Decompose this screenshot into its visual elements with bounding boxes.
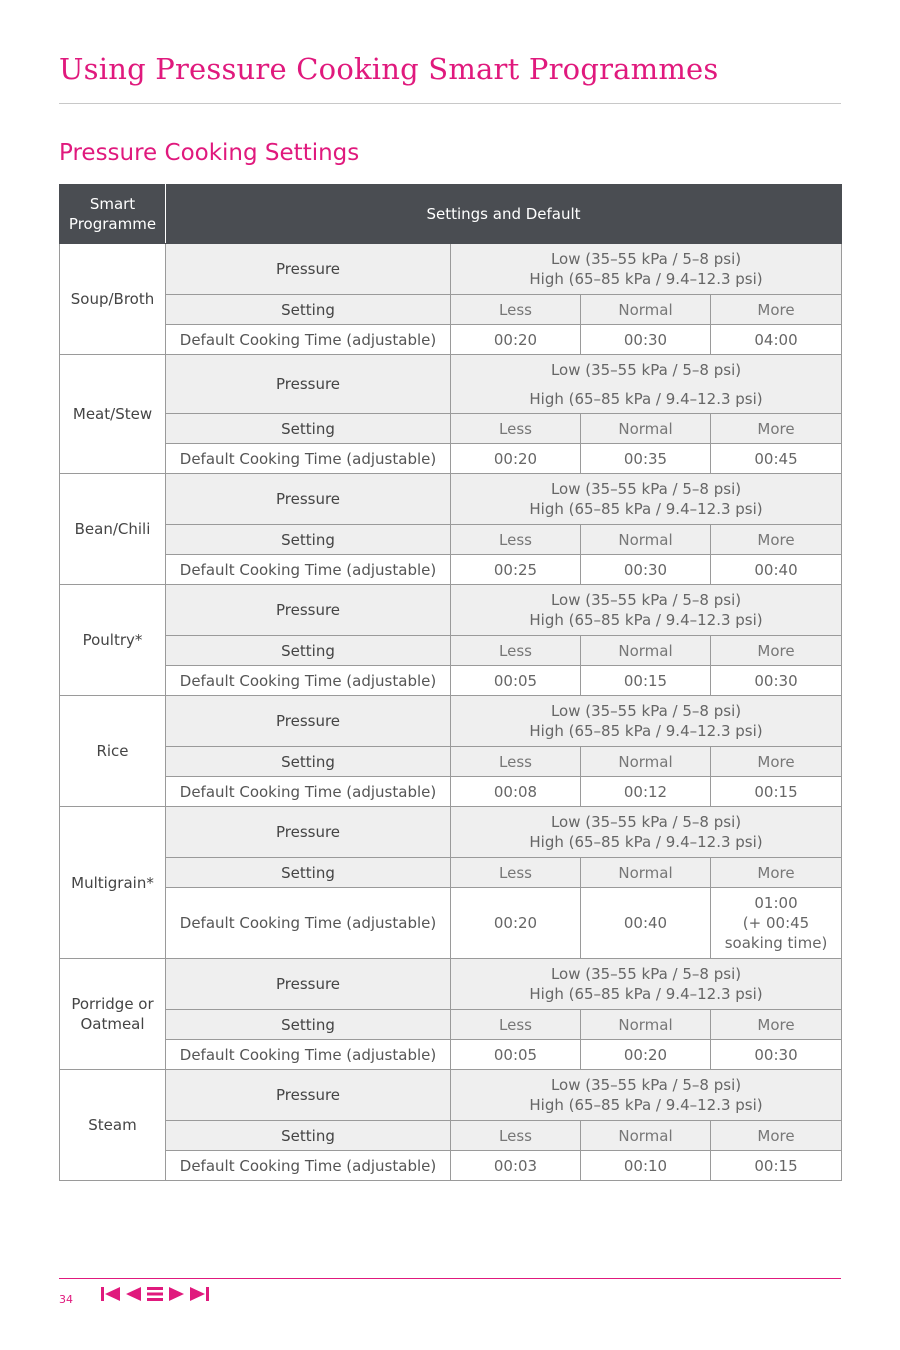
programme-name: Porridge or Oatmeal <box>60 959 166 1070</box>
default-time-label: Default Cooking Time (adjustable) <box>166 777 451 807</box>
table-row <box>60 858 842 888</box>
time-more: 00:15 <box>711 777 842 807</box>
pressure-value: Low (35–55 kPa / 5–8 psi) High (65–85 kPa / 9.4–12.3 psi) <box>451 585 842 636</box>
setting-label: Setting <box>166 747 451 777</box>
setting-normal: Normal <box>581 295 711 325</box>
programme-name: Meat/Stew <box>60 355 166 474</box>
section-title: Pressure Cooking Settings <box>59 140 360 166</box>
table-row <box>60 525 842 555</box>
setting-more: More <box>711 858 842 888</box>
pressure-label: Pressure <box>166 807 451 858</box>
programme-name: Multigrain* <box>60 807 166 959</box>
time-less: 00:05 <box>451 666 581 696</box>
table-row <box>60 355 842 414</box>
time-less: 00:20 <box>451 325 581 355</box>
setting-less: Less <box>451 414 581 444</box>
setting-label: Setting <box>166 1010 451 1040</box>
table-row <box>60 1070 842 1121</box>
table-row <box>60 1040 842 1070</box>
table-row <box>60 666 842 696</box>
time-normal: 00:20 <box>581 1040 711 1070</box>
time-less: 00:20 <box>451 888 581 959</box>
setting-label: Setting <box>166 1121 451 1151</box>
setting-more: More <box>711 747 842 777</box>
time-more: 00:40 <box>711 555 842 585</box>
time-normal: 00:35 <box>581 444 711 474</box>
setting-normal: Normal <box>581 747 711 777</box>
programme-name: Soup/Broth <box>60 244 166 355</box>
setting-more: More <box>711 414 842 444</box>
setting-label: Setting <box>166 525 451 555</box>
time-more: 00:45 <box>711 444 842 474</box>
time-more: 00:30 <box>711 666 842 696</box>
footer-divider <box>59 1278 841 1279</box>
table-row <box>60 1010 842 1040</box>
header-settings-and-default: Settings and Default <box>166 185 842 244</box>
pressure-value: Low (35–55 kPa / 5–8 psi) High (65–85 kPa / 9.4–12.3 psi) <box>451 244 842 295</box>
programme-name: Steam <box>60 1070 166 1181</box>
pressure-value: Low (35–55 kPa / 5–8 psi) High (65–85 kPa / 9.4–12.3 psi) <box>451 959 842 1010</box>
time-more <box>711 888 842 959</box>
default-time-label: Default Cooking Time (adjustable) <box>166 1040 451 1070</box>
time-normal: 00:10 <box>581 1151 711 1181</box>
table-row <box>60 959 842 1010</box>
table-row <box>60 295 842 325</box>
setting-less: Less <box>451 1121 581 1151</box>
default-time-label: Default Cooking Time (adjustable) <box>166 325 451 355</box>
next-page-icon[interactable] <box>169 1287 184 1301</box>
time-more: 04:00 <box>711 325 842 355</box>
setting-label: Setting <box>166 414 451 444</box>
time-normal: 00:12 <box>581 777 711 807</box>
setting-more: More <box>711 1121 842 1151</box>
setting-more: More <box>711 636 842 666</box>
time-less: 00:20 <box>451 444 581 474</box>
programme-name: Poultry* <box>60 585 166 696</box>
programme-name: Bean/Chili <box>60 474 166 585</box>
setting-label: Setting <box>166 295 451 325</box>
skip-to-first-icon[interactable] <box>101 1287 120 1301</box>
pressure-label: Pressure <box>166 474 451 525</box>
title-divider <box>59 103 841 104</box>
table-row <box>60 807 842 858</box>
pressure-label: Pressure <box>166 355 451 414</box>
setting-less: Less <box>451 525 581 555</box>
time-more-value: 01:00 <box>754 894 798 912</box>
pressure-label: Pressure <box>166 1070 451 1121</box>
table-row <box>60 555 842 585</box>
table-row <box>60 325 842 355</box>
default-time-label: Default Cooking Time (adjustable) <box>166 888 451 959</box>
table-row <box>60 1151 842 1181</box>
setting-label: Setting <box>166 636 451 666</box>
programme-name: Rice <box>60 696 166 807</box>
table-row <box>60 474 842 525</box>
contents-menu-icon[interactable] <box>147 1287 163 1301</box>
setting-normal: Normal <box>581 636 711 666</box>
setting-less: Less <box>451 636 581 666</box>
table-row <box>60 636 842 666</box>
time-less: 00:08 <box>451 777 581 807</box>
pressure-value: Low (35–55 kPa / 5–8 psi) High (65–85 kPa / 9.4–12.3 psi) <box>451 355 842 414</box>
table-row <box>60 888 842 959</box>
time-normal: 00:30 <box>581 555 711 585</box>
setting-normal: Normal <box>581 1010 711 1040</box>
time-normal: 00:40 <box>581 888 711 959</box>
page-number: 34 <box>59 1293 73 1306</box>
setting-normal: Normal <box>581 525 711 555</box>
pressure-label: Pressure <box>166 244 451 295</box>
time-normal: 00:15 <box>581 666 711 696</box>
skip-to-last-icon[interactable] <box>190 1287 209 1301</box>
time-more: 00:30 <box>711 1040 842 1070</box>
setting-normal: Normal <box>581 414 711 444</box>
pressure-value: Low (35–55 kPa / 5–8 psi) High (65–85 kPa / 9.4–12.3 psi) <box>451 807 842 858</box>
setting-less: Less <box>451 858 581 888</box>
time-less: 00:05 <box>451 1040 581 1070</box>
setting-more: More <box>711 295 842 325</box>
setting-less: Less <box>451 295 581 325</box>
default-time-label: Default Cooking Time (adjustable) <box>166 666 451 696</box>
time-normal: 00:30 <box>581 325 711 355</box>
page-title: Using Pressure Cooking Smart Programmes <box>59 52 719 86</box>
setting-more: More <box>711 525 842 555</box>
pressure-settings-table <box>59 184 842 1181</box>
time-more: 00:15 <box>711 1151 842 1181</box>
default-time-label: Default Cooking Time (adjustable) <box>166 555 451 585</box>
time-less: 00:25 <box>451 555 581 585</box>
pressure-value: Low (35–55 kPa / 5–8 psi) High (65–85 kPa / 9.4–12.3 psi) <box>451 696 842 747</box>
table-row <box>60 585 842 636</box>
pressure-label: Pressure <box>166 696 451 747</box>
header-smart-programme: Smart Programme <box>60 185 166 244</box>
pressure-value: Low (35–55 kPa / 5–8 psi) High (65–85 kPa / 9.4–12.3 psi) <box>451 474 842 525</box>
pressure-value: Low (35–55 kPa / 5–8 psi) High (65–85 kPa / 9.4–12.3 psi) <box>451 1070 842 1121</box>
page-navigation <box>101 1287 215 1301</box>
pressure-label: Pressure <box>166 585 451 636</box>
soaking-note-line-2: soaking time) <box>724 934 828 952</box>
table-row <box>60 444 842 474</box>
setting-less: Less <box>451 1010 581 1040</box>
setting-normal: Normal <box>581 858 711 888</box>
setting-label: Setting <box>166 858 451 888</box>
table-row <box>60 747 842 777</box>
default-time-label: Default Cooking Time (adjustable) <box>166 444 451 474</box>
setting-normal: Normal <box>581 1121 711 1151</box>
setting-more: More <box>711 1010 842 1040</box>
table-row <box>60 244 842 295</box>
setting-less: Less <box>451 747 581 777</box>
pressure-label: Pressure <box>166 959 451 1010</box>
soaking-note-line-1: (+ 00:45 <box>742 914 810 932</box>
table-row <box>60 777 842 807</box>
time-less: 00:03 <box>451 1151 581 1181</box>
table-row <box>60 1121 842 1151</box>
table-row <box>60 414 842 444</box>
default-time-label: Default Cooking Time (adjustable) <box>166 1151 451 1181</box>
previous-page-icon[interactable] <box>126 1287 141 1301</box>
table-row <box>60 696 842 747</box>
